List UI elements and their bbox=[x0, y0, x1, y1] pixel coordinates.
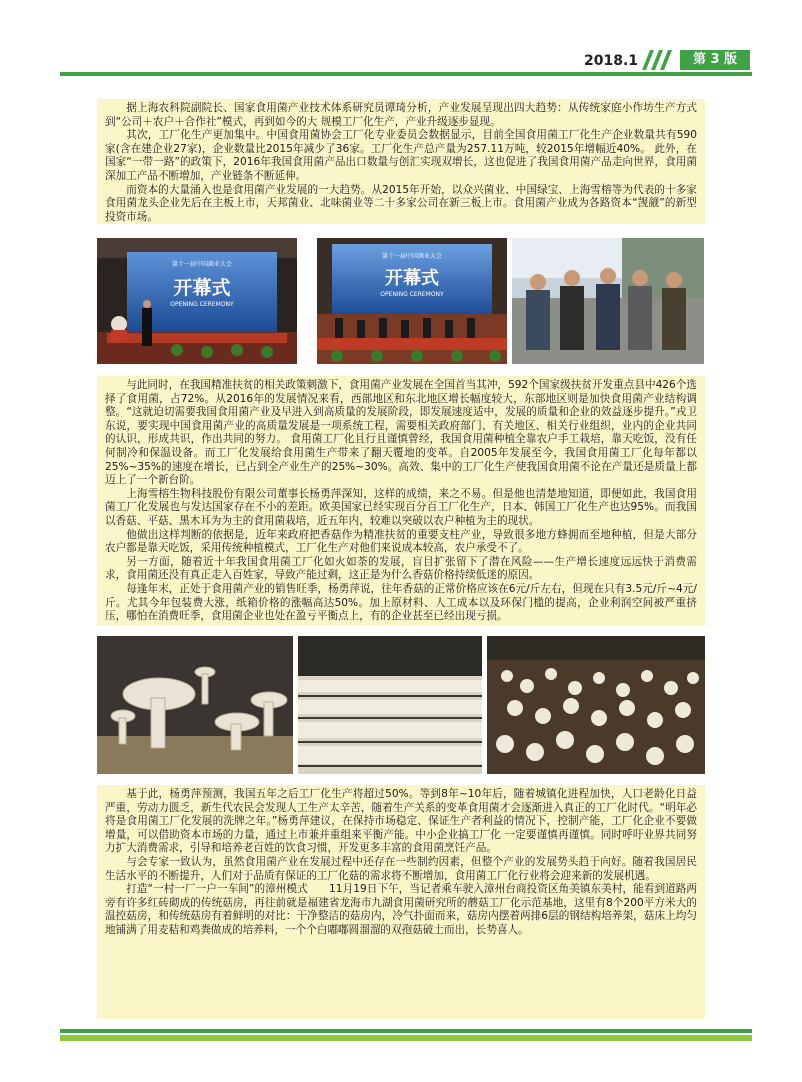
mushroom-farm-rows-photo bbox=[298, 636, 482, 774]
footer-rule bbox=[60, 1029, 752, 1033]
paragraph: 每逢年末，正处于食用菌产业的销售旺季，杨勇萍说，往年香菇的正常价格应该在6元/斤左右，但现在只有3.5元/斤~4元/斤。尤其今年包装费大涨，纸箱价格的涨幅高达50%。加上原材料、人工成本以及环保门槛的提高，企业利润空间被严重挤压，哪怕在消费旺季，食用菌企业也处在盈亏平衡点上，有的企业甚至已经出现亏损。 bbox=[105, 582, 697, 623]
paragraph: 上海雪榕生物科技股份有限公司董事长杨勇萍深知，这样的成绩，来之不易。但是他也清楚地知道，即便如此，我国食用菌工厂化发展也与发达国家存在不小的差距。欧美国家已经实现百分百工厂化生产，日本、韩国工厂化生产也达95%。而我国以香菇、平菇、黑木耳为为主的食用菌栽培，近五年内，较难以突破以农户种植为主的现状。 bbox=[105, 487, 697, 527]
svg-text:开幕式: 开幕式 bbox=[173, 277, 231, 299]
paragraph: 与会专家一致认为，虽然食用菌产业在发展过程中还存在一些制约因素，但整个产业的发展势头趋于向好。随着我国居民生活水平的不断提升，人们对于品质有保证的工厂化菇的需求将不断增加，食用菌工厂化行业将会迎来新的发展机遇。 bbox=[105, 855, 697, 882]
article-section-2 bbox=[97, 376, 705, 626]
svg-text:第十一届中国菌业大会: 第十一届中国菌业大会 bbox=[171, 261, 233, 268]
article-section-3 bbox=[97, 785, 705, 1019]
issue-date: 2018.1 bbox=[584, 53, 639, 69]
header-stripes-decoration bbox=[640, 50, 676, 70]
paragraph: 据上海农科院副院长、国家食用菌产业技术体系研究员谭琦分析，产业发展呈现出四大趋势：从传统家庭小作坊生产方式到“公司＋农户＋合作社”模式，再到如今的大 规模工厂化生产，产业升级逐步显现。 bbox=[105, 102, 697, 128]
svg-text:第十一届中国菌业大会: 第十一届中国菌业大会 bbox=[381, 253, 443, 260]
paragraph: 而资本的大量涌入也是食用菌产业发展的一大趋势。从2015年开始，以众兴菌业、中国绿宝、上海雪榕等为代表的十多家食用菌龙头企业先后在主板上市，天邦菌业、北味菌业等二十多家公司在新三板上市。食用菌产业成为各路资本“觊觎”的新型投资市场。 bbox=[105, 183, 697, 223]
header-rule bbox=[60, 72, 752, 76]
conference-opening-photo-1 bbox=[97, 238, 297, 364]
svg-text:OPENING CEREMONY: OPENING CEREMONY bbox=[380, 291, 444, 298]
paragraph: 与此同时，在我国精准扶贫的相关政策刺激下，食用菌产业发展在全国首当其冲，592个国家级扶贫开发重点县中426个选择了食用菌，占72%。从2016年的发展情况来看，西部地区和东北地区增长幅度较大，东部地区则是加快食用菌产业结构调整。“这就迫切需要我国食用菌产业及早进入到高质量的发展阶段，即发展速度适中，发展的质量和企业的效益逐步提升。”戎卫东说，要实现中国食用菌产业的高质量发展是一项系统工程，需要相关政府部门、有关地区、相关行业组织，业内的企业共同的认识，形成共识，作出共同的努力。 食用菌工厂化且行且谨慎曾经，我国食用菌种植全靠农户手工栽培，靠天吃饭，没有任何制冷和保温设备。而工厂化发展给食用菌生产带来了翻天覆地的变革。自2005年发展至今，我国食用菌工厂化每年都以25%~35%的速度在增长，已占到全产业生产的25%~30%。高效、集中的工厂化生产使我国食用菌不论在产量还是质量上都迈上了一个新台阶。 bbox=[105, 379, 697, 487]
conference-opening-photo-2 bbox=[317, 238, 507, 364]
svg-text:开幕式: 开幕式 bbox=[385, 268, 439, 289]
button-mushroom-bed-photo bbox=[487, 636, 705, 774]
paragraph: 其次，工厂化生产更加集中。中国食用菌协会工厂化专业委员会数据显示，目前全国食用菌工厂化生产企业数量共有590家(含在建企业27家)，企业数量比2015年减少了36家。工厂化生产总产量为257.11万吨，较2015年增幅近40%。 此外，在国家“一带一路”的政策下，2016年我国食用菌产品出口数量与创汇实现双增长，这也促进了我国食用菌产品走向世界，食用菌深加工产品不断增加，产业链条不断延伸。 bbox=[105, 129, 697, 182]
paragraph: 打造“一村一厂一户一车间”的漳州模式 11月19日下午，当记者乘车驶入漳州台商投资区角美镇东美村，能看到道路两旁有许多红砖砌成的传统菇房，再往前就是福建省龙海市九湖食用菌研究所的蘑菇工厂化示范基地，这里有8个200平方米大的温控菇房，和传统菇房有着鲜明的对比：干净整洁的菇房内，冷气扑面而来，菇房内摆着两排6层的钢结构培养架，菇床上均匀地铺满了用麦秸和鸡粪做成的培养料，一个个白嘟嘟圆溜溜的双孢菇破土而出，长势喜人。 bbox=[105, 883, 697, 936]
paragraph: 他做出这样判断的依据是，近年来政府把香菇作为精准扶贫的重要支柱产业，导致很多地方蜂拥而至地种植，但是大部分农户都是靠天吃饭，采用传统种植模式，工厂化生产对他们来说成本较高，农户承受不了。 bbox=[105, 528, 697, 555]
paragraph: 另一方面，随着近十年我国食用菌工厂化如火如荼的发展，盲目扩张留下了潜在风险——生产增长速度远远快于消费需求，食用菌还没有真正走入百姓家，导致产能过剩，这正是为什么香菇价格持续低迷的原因。 bbox=[105, 555, 697, 582]
svg-text:OPENING CEREMONY: OPENING CEREMONY bbox=[170, 301, 234, 308]
edition-badge: 第 3 版 bbox=[680, 50, 750, 70]
paragraph: 基于此，杨勇萍预测，我国五年之后工厂化生产将超过50%。等到8年~10年后，随着城镇化进程加快，人口老龄化日益严重，劳动力匮乏，新生代农民会发现人工生产太辛苦，随着生产关系的变革食用菌才会逐渐进入真正的工厂化时代。“明年必将是食用菌工厂化发展的洗牌之年。”杨勇萍建议，在保持市场稳定、保证生产者利益的情况下，控制产能，工厂化企业不要做增量，可以借助资本市场的力量，通过上市兼并重组来平衡产能。中小企业搞工厂化 一定要谨慎再谨慎。同时呼吁业界共同努力扩大消费需求，引导和培养老百姓的饮食习惯，开发更多丰富的食用菌烹饪产品。 bbox=[105, 788, 697, 855]
mushroom-closeup-photo bbox=[97, 636, 293, 774]
footer-band bbox=[60, 1035, 752, 1041]
group-visit-photo bbox=[512, 238, 704, 364]
article-section-1 bbox=[97, 99, 705, 224]
